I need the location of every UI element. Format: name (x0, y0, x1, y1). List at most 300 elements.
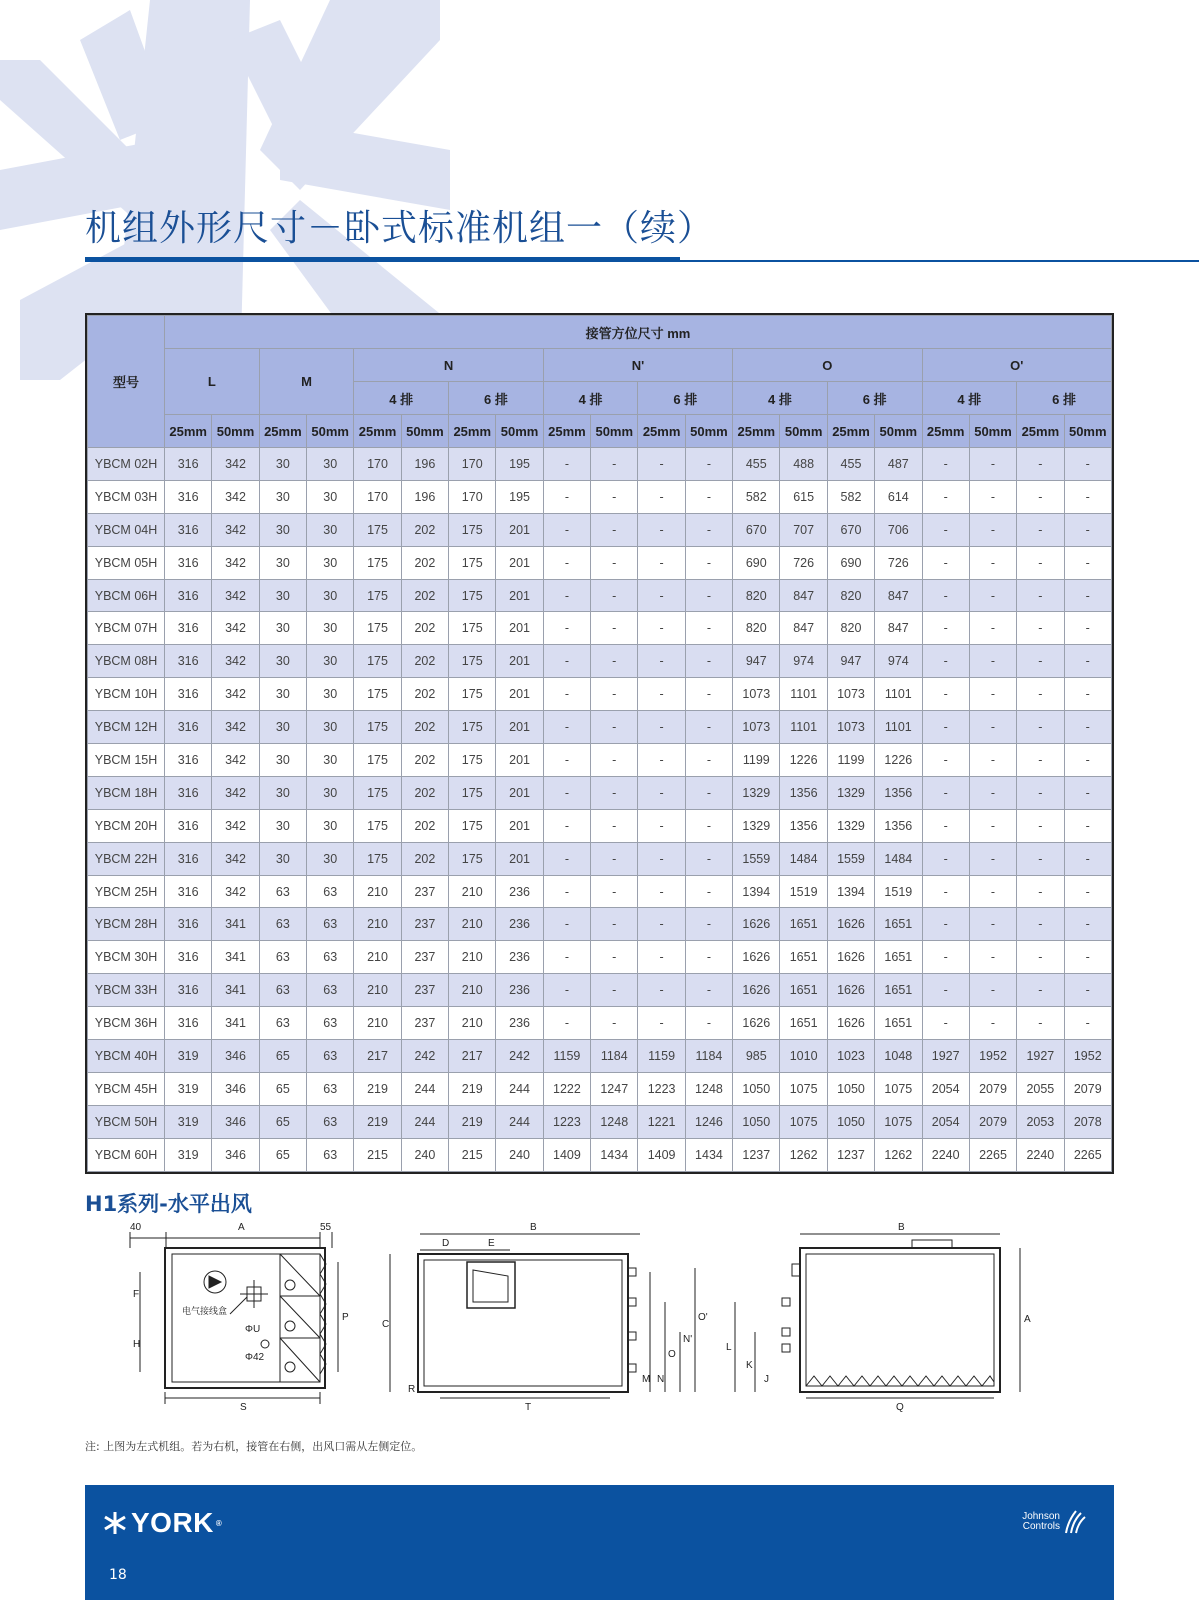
dim-E: E (488, 1238, 495, 1249)
value-cell: - (1017, 448, 1064, 481)
value-cell: 244 (401, 1072, 448, 1105)
value-cell: 30 (259, 448, 306, 481)
dim-S: S (240, 1402, 247, 1413)
value-cell: 30 (307, 809, 354, 842)
value-cell: 1626 (827, 974, 874, 1007)
value-cell: 175 (354, 645, 401, 678)
value-cell: 820 (827, 612, 874, 645)
value-cell: - (685, 513, 732, 546)
value-cell: 1073 (827, 711, 874, 744)
value-cell: 63 (307, 908, 354, 941)
dim-P: P (342, 1312, 349, 1323)
value-cell: - (638, 908, 685, 941)
value-cell: 316 (165, 678, 212, 711)
value-cell: - (922, 842, 969, 875)
value-cell: - (685, 842, 732, 875)
value-cell: - (1017, 842, 1064, 875)
value-cell: - (685, 645, 732, 678)
value-cell: - (1064, 448, 1111, 481)
value-cell: 614 (875, 480, 922, 513)
table-row (88, 1040, 1112, 1073)
title-rule (680, 260, 1199, 262)
value-cell: - (969, 875, 1016, 908)
model-cell: YBCM 36H (88, 1007, 165, 1040)
value-cell: 342 (212, 546, 259, 579)
value-cell: - (1064, 546, 1111, 579)
col-mm50: 50mm (307, 415, 354, 448)
value-cell: 1356 (875, 776, 922, 809)
dim-N-prime: N' (683, 1334, 693, 1345)
value-cell: 63 (259, 1007, 306, 1040)
value-cell: - (591, 908, 638, 941)
value-cell: 175 (354, 744, 401, 777)
model-cell: YBCM 50H (88, 1105, 165, 1138)
value-cell: 65 (259, 1105, 306, 1138)
table-row (88, 842, 1112, 875)
value-cell: - (591, 612, 638, 645)
dim-F: F (133, 1289, 140, 1300)
value-cell: 202 (401, 579, 448, 612)
value-cell: 30 (259, 776, 306, 809)
value-cell: 1651 (875, 974, 922, 1007)
dim-A: A (238, 1222, 245, 1233)
value-cell: 342 (212, 579, 259, 612)
value-cell: - (638, 645, 685, 678)
value-cell: 1952 (969, 1040, 1016, 1073)
value-cell: 30 (307, 612, 354, 645)
value-cell: 707 (780, 513, 827, 546)
dim-H: H (133, 1339, 141, 1350)
value-cell: 342 (212, 678, 259, 711)
value-cell: - (591, 974, 638, 1007)
value-cell: 242 (496, 1040, 543, 1073)
value-cell: 847 (875, 612, 922, 645)
value-cell: 1262 (780, 1138, 827, 1171)
value-cell: - (1064, 776, 1111, 809)
value-cell: - (638, 809, 685, 842)
model-cell: YBCM 04H (88, 513, 165, 546)
value-cell: 1262 (875, 1138, 922, 1171)
value-cell: 947 (733, 645, 780, 678)
value-cell: 1519 (875, 875, 922, 908)
value-cell: 63 (307, 1105, 354, 1138)
value-cell: 219 (354, 1105, 401, 1138)
value-cell: 319 (165, 1072, 212, 1105)
value-cell: 316 (165, 776, 212, 809)
model-cell: YBCM 22H (88, 842, 165, 875)
col-mm25: 25mm (733, 415, 780, 448)
value-cell: 726 (780, 546, 827, 579)
top-view-drawing (382, 1222, 708, 1413)
value-cell: 1927 (922, 1040, 969, 1073)
table-row (88, 974, 1112, 1007)
dim-L: L (726, 1342, 732, 1353)
value-cell: 670 (827, 513, 874, 546)
york-brand: YORK (131, 1507, 214, 1538)
value-cell: 1484 (875, 842, 922, 875)
value-cell: - (1064, 875, 1111, 908)
value-cell: - (638, 744, 685, 777)
value-cell: - (591, 1007, 638, 1040)
value-cell: - (969, 809, 1016, 842)
col-mm25: 25mm (1017, 415, 1064, 448)
col-M: M (259, 349, 354, 415)
value-cell: 1519 (780, 875, 827, 908)
value-cell: 1626 (733, 974, 780, 1007)
value-cell: - (591, 546, 638, 579)
value-cell: - (922, 448, 969, 481)
dim-phiU: ΦU (245, 1324, 261, 1335)
value-cell: - (1064, 480, 1111, 513)
value-cell: - (591, 941, 638, 974)
value-cell: 820 (827, 579, 874, 612)
value-cell: 175 (449, 711, 496, 744)
value-cell: - (591, 579, 638, 612)
side-view-drawing (130, 1222, 349, 1413)
value-cell: 316 (165, 612, 212, 645)
value-cell: 63 (307, 875, 354, 908)
value-cell: 236 (496, 974, 543, 1007)
value-cell: - (1017, 744, 1064, 777)
york-logo (103, 1507, 222, 1539)
value-cell: 342 (212, 513, 259, 546)
value-cell: 1329 (733, 776, 780, 809)
col-mm50: 50mm (1064, 415, 1111, 448)
value-cell: - (638, 513, 685, 546)
value-cell: - (922, 744, 969, 777)
york-snowflake-icon (103, 1511, 127, 1535)
value-cell: 1626 (733, 941, 780, 974)
dim-A-front: A (1024, 1314, 1031, 1325)
value-cell: - (543, 744, 590, 777)
value-cell: 175 (449, 513, 496, 546)
value-cell: 1246 (685, 1105, 732, 1138)
value-cell: - (638, 1007, 685, 1040)
value-cell: 175 (449, 612, 496, 645)
value-cell: 342 (212, 744, 259, 777)
value-cell: - (685, 875, 732, 908)
value-cell: 1434 (685, 1138, 732, 1171)
value-cell: - (638, 974, 685, 1007)
value-cell: 202 (401, 776, 448, 809)
footnote: 注: 上图为左式机组。若为右机，接管在右侧，出风口需从左侧定位。 (85, 1440, 423, 1453)
value-cell: 1159 (638, 1040, 685, 1073)
value-cell: 202 (401, 842, 448, 875)
model-header: 型号 (88, 316, 165, 448)
value-cell: - (543, 875, 590, 908)
dim-M: M (642, 1374, 651, 1385)
col-mm25: 25mm (354, 415, 401, 448)
value-cell: 1048 (875, 1040, 922, 1073)
junction-box-label: 电气接线盒 (182, 1306, 228, 1316)
dim-B: B (530, 1222, 537, 1233)
table-row (88, 612, 1112, 645)
value-cell: 319 (165, 1105, 212, 1138)
value-cell: 170 (354, 480, 401, 513)
value-cell: 1248 (685, 1072, 732, 1105)
value-cell: 1651 (780, 1007, 827, 1040)
col-N-rows4: 4 排 (354, 382, 449, 415)
value-cell: 316 (165, 974, 212, 1007)
value-cell: 210 (449, 875, 496, 908)
col-mm50: 50mm (875, 415, 922, 448)
dim-O: O (668, 1349, 676, 1360)
value-cell: - (1017, 809, 1064, 842)
value-cell: 1221 (638, 1105, 685, 1138)
value-cell: - (685, 941, 732, 974)
value-cell: - (969, 842, 1016, 875)
table-row (88, 678, 1112, 711)
value-cell: 202 (401, 809, 448, 842)
value-cell: 201 (496, 678, 543, 711)
table-row (88, 776, 1112, 809)
group-header: 接管方位尺寸 mm (165, 316, 1112, 349)
value-cell: 170 (449, 448, 496, 481)
dim-D: D (442, 1238, 450, 1249)
table-row (88, 1072, 1112, 1105)
value-cell: 196 (401, 448, 448, 481)
value-cell: 175 (354, 579, 401, 612)
value-cell: 30 (307, 448, 354, 481)
value-cell: 201 (496, 776, 543, 809)
value-cell: - (638, 711, 685, 744)
model-cell: YBCM 28H (88, 908, 165, 941)
value-cell: 244 (496, 1072, 543, 1105)
page-number: 18 (109, 1567, 127, 1583)
value-cell: - (1017, 678, 1064, 711)
col-mm25: 25mm (449, 415, 496, 448)
value-cell: 30 (307, 480, 354, 513)
value-cell: 63 (259, 908, 306, 941)
dim-N: N (657, 1374, 665, 1385)
col-O-rows6: 6 排 (827, 382, 922, 415)
value-cell: 201 (496, 744, 543, 777)
value-cell: - (685, 612, 732, 645)
col-O-prime: O' (922, 349, 1112, 382)
value-cell: - (591, 448, 638, 481)
value-cell: 342 (212, 776, 259, 809)
table-row (88, 1138, 1112, 1171)
table-row (88, 480, 1112, 513)
value-cell: 2078 (1064, 1105, 1111, 1138)
value-cell: 1199 (827, 744, 874, 777)
value-cell: 488 (780, 448, 827, 481)
title-underline (85, 257, 680, 262)
value-cell: - (591, 809, 638, 842)
value-cell: - (1017, 513, 1064, 546)
value-cell: 1050 (733, 1072, 780, 1105)
value-cell: 202 (401, 678, 448, 711)
value-cell: 175 (354, 711, 401, 744)
value-cell: 1237 (733, 1138, 780, 1171)
model-cell: YBCM 07H (88, 612, 165, 645)
col-mm25: 25mm (827, 415, 874, 448)
value-cell: 1226 (780, 744, 827, 777)
value-cell: 175 (354, 842, 401, 875)
value-cell: 342 (212, 711, 259, 744)
model-cell: YBCM 45H (88, 1072, 165, 1105)
value-cell: 455 (827, 448, 874, 481)
value-cell: 30 (259, 678, 306, 711)
value-cell: 341 (212, 974, 259, 1007)
value-cell: 217 (449, 1040, 496, 1073)
value-cell: 1626 (827, 1007, 874, 1040)
col-mm50: 50mm (591, 415, 638, 448)
value-cell: - (638, 579, 685, 612)
value-cell: 175 (354, 513, 401, 546)
col-mm25: 25mm (638, 415, 685, 448)
value-cell: - (1064, 941, 1111, 974)
page-title: 机组外形尺寸－卧式标准机组一（续） (85, 208, 715, 249)
value-cell: - (543, 776, 590, 809)
value-cell: 240 (496, 1138, 543, 1171)
col-L: L (165, 349, 260, 415)
value-cell: 202 (401, 612, 448, 645)
value-cell: 30 (259, 711, 306, 744)
value-cell: 455 (733, 448, 780, 481)
value-cell: 236 (496, 941, 543, 974)
value-cell: - (969, 711, 1016, 744)
value-cell: 316 (165, 480, 212, 513)
value-cell: 316 (165, 842, 212, 875)
value-cell: 175 (449, 678, 496, 711)
value-cell: 316 (165, 579, 212, 612)
value-cell: 316 (165, 1007, 212, 1040)
value-cell: 2054 (922, 1105, 969, 1138)
value-cell: - (638, 776, 685, 809)
value-cell: - (591, 776, 638, 809)
value-cell: 1927 (1017, 1040, 1064, 1073)
value-cell: - (543, 579, 590, 612)
value-cell: 175 (449, 645, 496, 678)
value-cell: - (922, 546, 969, 579)
value-cell: - (638, 842, 685, 875)
value-cell: - (543, 941, 590, 974)
col-O-prime-rows4: 4 排 (922, 382, 1017, 415)
value-cell: - (543, 612, 590, 645)
value-cell: - (969, 744, 1016, 777)
value-cell: 2054 (922, 1072, 969, 1105)
value-cell: 175 (449, 809, 496, 842)
value-cell: 346 (212, 1040, 259, 1073)
value-cell: 1184 (591, 1040, 638, 1073)
value-cell: 1101 (780, 711, 827, 744)
value-cell: - (922, 579, 969, 612)
table-row (88, 1007, 1112, 1040)
value-cell: 1651 (875, 1007, 922, 1040)
value-cell: 202 (401, 645, 448, 678)
value-cell: 947 (827, 645, 874, 678)
value-cell: - (1017, 711, 1064, 744)
dim-phi42: Φ42 (245, 1352, 265, 1363)
value-cell: - (1017, 480, 1064, 513)
value-cell: 1394 (733, 875, 780, 908)
value-cell: 1651 (875, 908, 922, 941)
value-cell: 30 (307, 776, 354, 809)
value-cell: 1075 (875, 1105, 922, 1138)
value-cell: 65 (259, 1072, 306, 1105)
value-cell: 342 (212, 612, 259, 645)
value-cell: 30 (259, 480, 306, 513)
value-cell: 30 (307, 546, 354, 579)
value-cell: 1626 (733, 908, 780, 941)
value-cell: 820 (733, 579, 780, 612)
dim-K: K (746, 1360, 753, 1371)
value-cell: - (543, 1007, 590, 1040)
table-row (88, 809, 1112, 842)
value-cell: 1651 (780, 974, 827, 1007)
value-cell: - (922, 809, 969, 842)
value-cell: 2265 (969, 1138, 1016, 1171)
value-cell: 316 (165, 546, 212, 579)
col-mm25: 25mm (259, 415, 306, 448)
value-cell: 316 (165, 645, 212, 678)
value-cell: - (591, 678, 638, 711)
value-cell: - (969, 645, 1016, 678)
dim-T: T (525, 1402, 532, 1413)
value-cell: 1356 (875, 809, 922, 842)
value-cell: 201 (496, 645, 543, 678)
value-cell: 1184 (685, 1040, 732, 1073)
front-view-drawing (726, 1222, 1031, 1413)
value-cell: 316 (165, 744, 212, 777)
value-cell: 202 (401, 546, 448, 579)
value-cell: - (543, 480, 590, 513)
value-cell: - (685, 448, 732, 481)
value-cell: 1101 (780, 678, 827, 711)
value-cell: 175 (449, 546, 496, 579)
model-cell: YBCM 08H (88, 645, 165, 678)
unit-dimension-drawings (120, 1222, 1070, 1460)
value-cell: - (969, 941, 1016, 974)
value-cell: 175 (354, 776, 401, 809)
value-cell: - (543, 645, 590, 678)
value-cell: - (1017, 546, 1064, 579)
value-cell: 346 (212, 1105, 259, 1138)
value-cell: - (1017, 776, 1064, 809)
value-cell: 242 (401, 1040, 448, 1073)
value-cell: 175 (354, 546, 401, 579)
value-cell: - (638, 546, 685, 579)
value-cell: 201 (496, 711, 543, 744)
value-cell: - (591, 513, 638, 546)
value-cell: 201 (496, 612, 543, 645)
model-cell: YBCM 06H (88, 579, 165, 612)
value-cell: 690 (827, 546, 874, 579)
model-cell: YBCM 60H (88, 1138, 165, 1171)
table-row (88, 1105, 1112, 1138)
value-cell: 316 (165, 513, 212, 546)
col-N-prime-rows4: 4 排 (543, 382, 638, 415)
value-cell: 487 (875, 448, 922, 481)
value-cell: - (1017, 875, 1064, 908)
table-row (88, 875, 1112, 908)
value-cell: 1010 (780, 1040, 827, 1073)
value-cell: 1409 (638, 1138, 685, 1171)
value-cell: 1329 (733, 809, 780, 842)
value-cell: 1559 (827, 842, 874, 875)
value-cell: - (969, 1007, 1016, 1040)
value-cell: 1247 (591, 1072, 638, 1105)
value-cell: 582 (827, 480, 874, 513)
value-cell: 170 (449, 480, 496, 513)
table-row (88, 908, 1112, 941)
value-cell: 30 (307, 579, 354, 612)
value-cell: 219 (449, 1072, 496, 1105)
value-cell: 30 (259, 546, 306, 579)
value-cell: 63 (259, 941, 306, 974)
value-cell: 1073 (733, 678, 780, 711)
